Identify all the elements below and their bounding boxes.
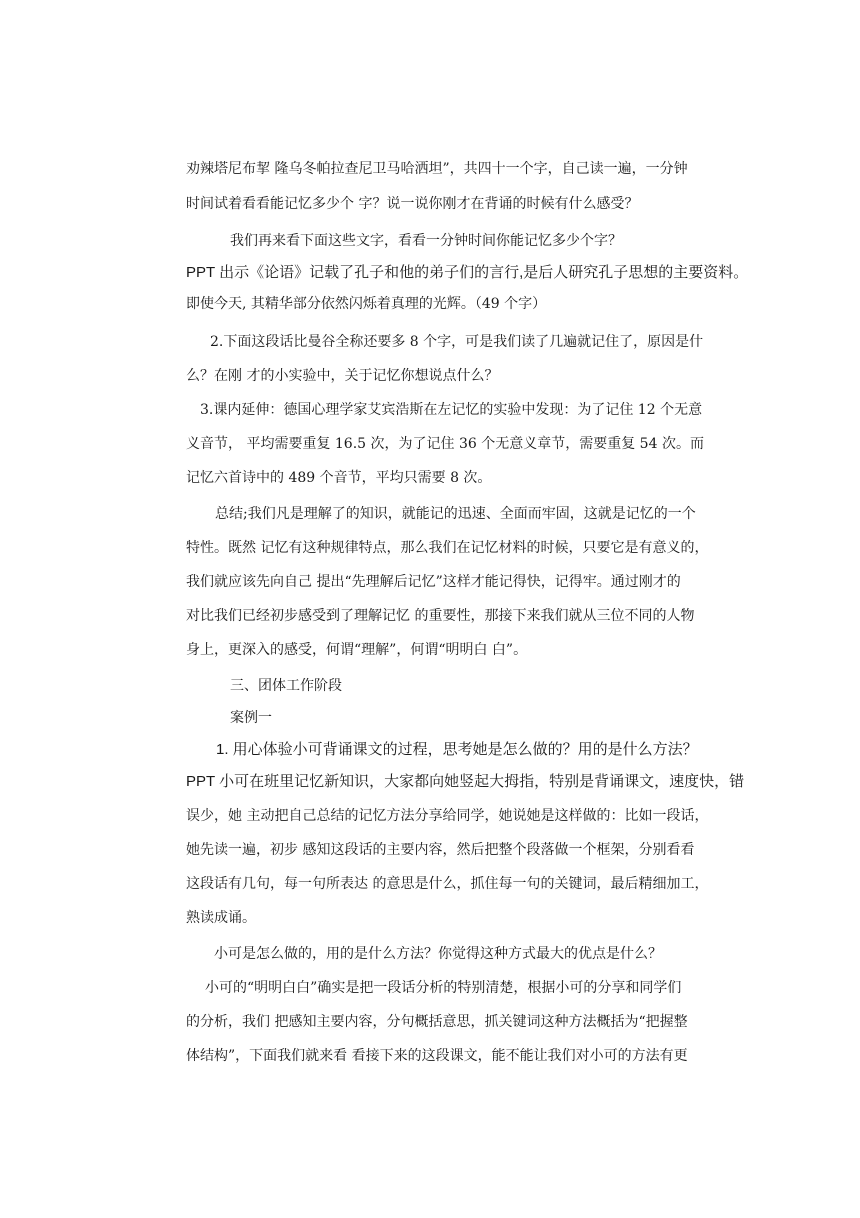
text-line: 的分析，我们 把感知主要内容，分句概括意思，抓关键词这种方法概括为“把握整 [186,1014,688,1030]
text-line: 义音节， 平均需要重复 16.5 次，为了记住 36 个无意义章节，需要重复 54 次。而 [186,436,704,452]
text-line: 身上，更深入的感受，何谓“理解”，何谓“明明白 白”。 [186,642,528,658]
text-line: 她先读一遍，初步 感知这段话的主要内容，然后把整个段落做一个框架，分别看看 [186,842,695,858]
text-line: PPT 出示《论语》记载了孔子和他的弟子们的言行,是后人研究孔子思想的主要资料。 [186,264,749,281]
text-line: 么？在刚 才的小实验中，关于记忆你想说点什么？ [186,368,499,384]
text-line: 这段话有几句，每一句所表达 的意思是什么，抓住每一句的关键词，最后精细加工， [186,876,709,892]
text-line: 小可的“明明白白”确实是把一段话分析的特别清楚，根据小可的分享和同学们 [205,980,682,996]
section-heading: 三、团体工作阶段 [230,678,342,694]
text-line: 小可是怎么做的，用的是什么方法？你觉得这种方式最大的优点是什么？ [214,946,662,962]
question-line: 1. 用心体验小可背诵课文的过程，思考她是怎么做的？用的是什么方法？ [216,741,698,758]
text-line: 3.课内延伸：德国心理学家艾宾浩斯在左记忆的实验中发现：为了记住 12 个无意 [200,402,703,418]
text-line: 熟读成诵。 [186,910,256,926]
text-line: 劝辣塔尼布挈 隆乌冬帕拉查尼卫马哈洒坦”，共四十一个字，自己读一遍，一分钟 [186,161,688,177]
text-line: 误少，她 主动把自己总结的记忆方法分享给同学，她说她是这样做的：比如一段话， [186,808,709,824]
text-line: 我们再来看下面这些文字，看看一分钟时间你能记忆多少个字？ [230,233,622,249]
case-heading: 案例一 [230,710,272,726]
text-line: 体结构”，下面我们就来看 看接下来的这段课文，能不能让我们对小可的方法有更 [186,1048,688,1064]
text-line: 我们就应该先向自己 提出“先理解后记忆”这样才能记得快，记得牢。通过刚才的 [186,574,681,590]
text-line: PPT 小可在班里记忆新知识，大家都向她竖起大拇指，特别是背诵课文，速度快，错 [186,773,745,790]
text-line: 总结;我们凡是理解了的知识，就能记的迅速、全面而牢固，这就是记忆的一个 [215,506,696,522]
text-line: 对比我们已经初步感受到了理解记忆 的重要性，那接下来我们就从三位不同的人物 [186,608,695,624]
text-line: 时间试着看看能记忆多少个 字？说一说你刚才在背诵的时候有什么感受？ [186,196,639,212]
text-line: 即使今天, 其精华部分依然闪烁着真理的光辉。（49 个字） [186,296,547,312]
text-line: 特性。既然 记忆有这种规律特点，那么我们在记忆材料的时候，只要它是有意义的， [186,540,709,556]
text-line: 记忆六首诗中的 489 个音节，平均只需要 8 次。 [186,470,492,486]
text-line: 2.下面这段话比曼谷全称还要多 8 个字，可是我们读了几遍就记住了，原因是什 [210,334,704,350]
